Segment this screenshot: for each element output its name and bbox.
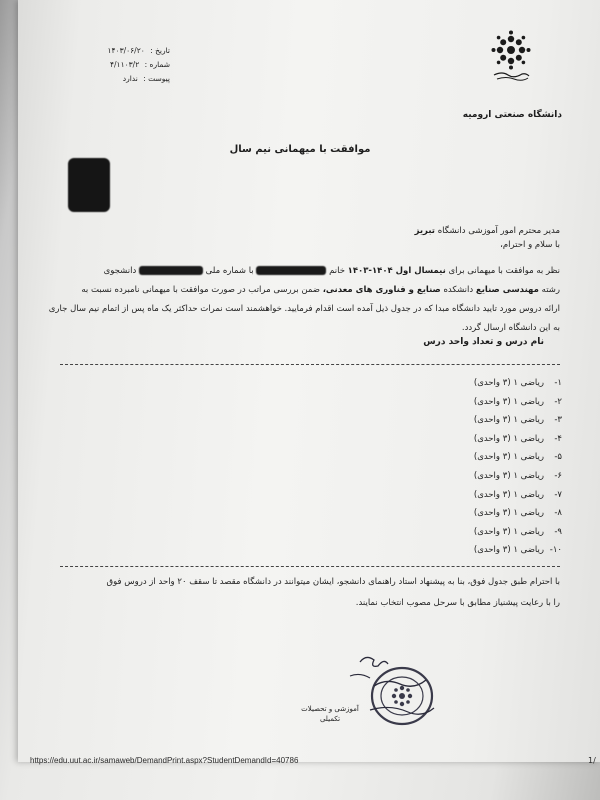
body-line-2 — [40, 281, 560, 300]
body-paragraph — [40, 262, 560, 338]
course-name: ریاضی ۱ (۳ واحدی) — [473, 508, 544, 519]
body-text: با شماره ملی — [205, 266, 254, 276]
signature-title — [300, 704, 360, 724]
page-marker: 1/ — [588, 756, 596, 765]
attachment-row — [80, 72, 170, 86]
course-item — [342, 504, 562, 523]
courses-heading: نام درس و تعداد واحد درس — [423, 337, 544, 347]
divider-top — [60, 364, 560, 365]
greeting: با سلام و احترام، — [500, 240, 560, 250]
body-text: دانشکده — [443, 285, 474, 295]
course-item — [342, 430, 562, 449]
course-number: ۴- — [554, 433, 562, 444]
body-line-4: به این دانشگاه ارسال گردد. — [461, 323, 560, 333]
body-line-3: ارائه دروس مورد تایید دانشگاه مبدا که در جدول ذیل آمده است اقدام فرمایید. خواهشمند است نمرات حداکثر یک ماه پس از اتمام نیم سال جاری — [48, 304, 560, 314]
course-name: ریاضی ۱ (۳ واحدی) — [473, 396, 544, 407]
redacted-name — [256, 266, 326, 275]
university-name: دانشگاه صنعتی ارومیه — [462, 110, 562, 120]
redacted-photo — [68, 158, 110, 212]
course-name: ریاضی ۱ (۳ واحدی) — [473, 470, 544, 481]
course-item — [342, 467, 562, 486]
faculty-emphasis: صنایع و فناوری های معدنی، — [322, 285, 441, 295]
attachment-label: پیوست : — [143, 74, 170, 83]
course-item — [342, 374, 562, 393]
course-number: ۱- — [554, 378, 562, 388]
course-name: ریاضی ۱ (۳ واحدی) — [473, 489, 544, 500]
divider-bottom — [60, 566, 560, 567]
course-number: ۷- — [554, 489, 562, 500]
course-list — [342, 374, 562, 560]
date-row — [80, 44, 170, 58]
course-number: ۲- — [554, 396, 562, 407]
course-number: ۱۰- — [549, 545, 562, 556]
body-text: نظر به موافقت با میهمانی برای — [448, 266, 560, 276]
course-item — [342, 541, 562, 560]
course-number: ۶- — [554, 470, 562, 481]
body-text: رشته — [541, 285, 560, 295]
course-name: ریاضی ۱ (۳ واحدی) — [473, 415, 544, 426]
course-item — [342, 411, 562, 430]
course-number: ۹- — [554, 526, 562, 537]
course-name: ریاضی ۱ (۳ واحدی) — [473, 378, 544, 388]
course-item — [342, 448, 562, 467]
course-name: ریاضی ۱ (۳ واحدی) — [473, 433, 544, 444]
date-value: ۱۴۰۳/۰۶/۲۰ — [107, 46, 145, 55]
body-text: دانشجوی — [103, 266, 137, 276]
addressee-university: تبریز — [414, 226, 435, 236]
signature-line-1: آموزشی و تحصیلات — [301, 705, 359, 713]
course-item — [342, 523, 562, 542]
course-name: ریاضی ۱ (۳ واحدی) — [473, 526, 544, 537]
course-name: ریاضی ۱ (۳ واحدی) — [473, 452, 544, 463]
addressee-block — [40, 224, 560, 252]
letter-meta — [80, 44, 170, 86]
university-logo-icon — [488, 30, 534, 82]
redacted-national-id — [139, 266, 203, 275]
body-text: خانم — [329, 266, 345, 276]
course-item — [342, 486, 562, 505]
term-emphasis: نیمسال اول ۱۴۰۴-۱۴۰۳ — [347, 266, 446, 276]
number-value: ۴/۱۱۰۳/۲ — [110, 60, 140, 69]
course-number: ۵- — [554, 452, 562, 463]
body-line-1 — [40, 262, 560, 281]
addressee-line — [40, 224, 560, 238]
course-name: ریاضی ۱ (۳ واحدی) — [473, 545, 544, 556]
addressee-prefix: مدیر محترم امور آموزشی دانشگاه — [437, 226, 560, 236]
course-number: ۸- — [554, 508, 562, 519]
course-item — [342, 393, 562, 412]
closing-line-2: را با رعایت پیشنیاز مطابق با سرحل مصوب انتخاب نمایند. — [355, 598, 560, 608]
document-title: موافقت با میهمانی نیم سال — [229, 144, 371, 155]
signature-line-2: تکمیلی — [319, 715, 341, 723]
closing-paragraph — [40, 572, 560, 614]
number-label: شماره : — [144, 60, 170, 69]
attachment-value: ندارد — [122, 74, 138, 83]
course-number: ۳- — [554, 415, 562, 426]
major-emphasis: مهندسی صنایع — [475, 285, 539, 295]
date-label: تاریخ : — [150, 46, 170, 55]
footer-url: https://edu.uut.ac.ir/samaweb/DemandPrint.aspx?StudentDemandId=40786 — [30, 756, 299, 765]
body-text: ضمن بررسی مراتب در صورت موافقت با میهمانی نامبرده نسبت به — [81, 285, 320, 295]
number-row — [80, 58, 170, 72]
closing-line-1: با احترام طبق جدول فوق، بنا به پیشنهاد استاد راهنمای دانشجو، ایشان میتوانند در دانشگاه مقصد تا سقف ۲۰ واحد از دروس فوق — [106, 577, 560, 587]
